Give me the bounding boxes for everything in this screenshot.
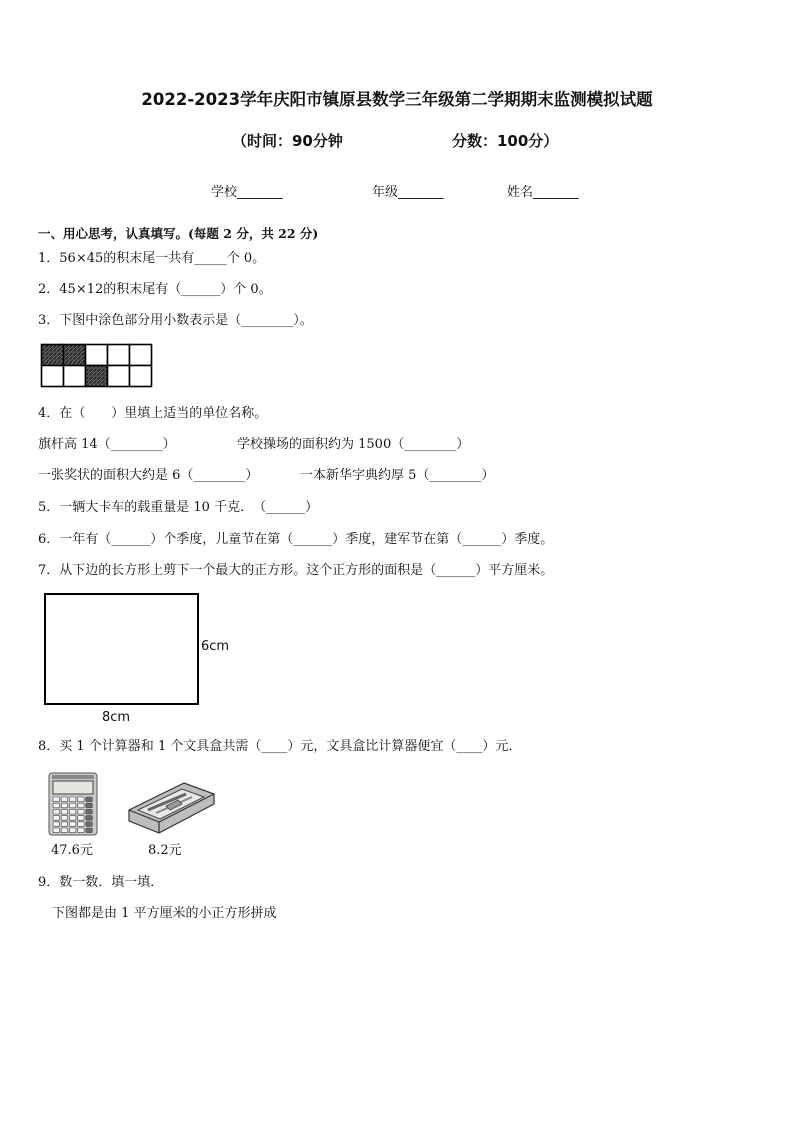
page-title: 2022-2023学年庆阳市镇原县数学三年级第二学期期末监测模拟试题 (141, 90, 653, 109)
question-4-c: 一张奖状的面积大约是 6（________） (38, 468, 259, 483)
grid-cell (86, 366, 108, 387)
grid-cell (108, 366, 130, 387)
calculator-key (69, 797, 76, 802)
calculator-key (61, 816, 67, 821)
calculator-key (86, 816, 93, 821)
calculator-key (86, 822, 93, 827)
calculator-key (78, 797, 85, 802)
calculator-key (53, 822, 60, 827)
grid-cell (42, 345, 64, 366)
rectangle-figure (44, 593, 199, 705)
question-4-d: 一本新华字典约厚 5（________） (300, 468, 495, 483)
calculator-key (53, 809, 60, 814)
calculator-price: 47.6元 (51, 843, 93, 858)
calculator-key (86, 803, 93, 808)
calculator-key (69, 828, 76, 833)
calculator-key (69, 822, 76, 827)
calculator-key (53, 803, 60, 808)
calculator-key (86, 797, 93, 802)
pencil-case-price: 8.2元 (148, 843, 182, 858)
grid-cell (108, 345, 130, 366)
grid-cell (86, 345, 108, 366)
question-1: 1．56×45的积末尾一共有_____个 0。 (38, 251, 266, 266)
pencil-case-icon (126, 780, 216, 836)
rectangle-width-label: 8cm (102, 710, 131, 725)
question-7: 7．从下边的长方形上剪下一个最大的正方形。这个正方形的面积是（______）平方厘米。 (38, 563, 554, 578)
calculator-key (86, 828, 93, 833)
calculator-key (78, 828, 85, 833)
calculator-key (78, 809, 85, 814)
name-field: 姓名_______ (507, 185, 579, 200)
calculator-key (69, 809, 76, 814)
question-9: 9．数一数．填一填． (38, 875, 164, 890)
question-5: 5．一辆大卡车的载重量是 10 千克． （______） (38, 500, 319, 515)
question-2: 2．45×12的积末尾有（______）个 0。 (38, 282, 272, 297)
calculator-key (69, 803, 76, 808)
calculator-key (53, 828, 60, 833)
calculator-key (78, 816, 85, 821)
grid-cell (42, 366, 64, 387)
question-4-a: 旗杆高 14（________） (38, 437, 176, 452)
calculator-key (61, 828, 67, 833)
calculator-key (78, 822, 85, 827)
rectangle-height-label: 6cm (201, 639, 230, 654)
calculator-key (61, 822, 67, 827)
exam-time: （时间：90分钟 (232, 132, 343, 150)
question-4: 4．在（ ）里填上适当的单位名称。 (38, 406, 268, 421)
calculator-key (69, 816, 76, 821)
calculator-key (53, 816, 60, 821)
calculator-key (61, 809, 67, 814)
calculator-key (61, 797, 67, 802)
calculator-icon (48, 772, 98, 836)
question-6: 6．一年有（______）个季度，儿童节在第（______）季度，建军节在第（______）季度。 (38, 532, 554, 547)
question-3: 3．下图中涂色部分用小数表示是（________）。 (38, 313, 313, 328)
question-8: 8．买 1 个计算器和 1 个文具盒共需（____）元，文具盒比计算器便宜（____）元． (38, 739, 522, 754)
calculator-key (53, 797, 60, 802)
grid-cell (64, 366, 86, 387)
school-field: 学校_______ (211, 185, 283, 200)
calculator-key (78, 803, 85, 808)
question-4-b: 学校操场的面积约为 1500（________） (237, 437, 470, 452)
calculator-key (86, 809, 93, 814)
grid-cell (64, 345, 86, 366)
section-heading: 一、用心思考，认真填写。(每题 2 分，共 22 分) (38, 226, 319, 241)
grade-field: 年级_______ (372, 185, 444, 200)
grid-cell (130, 366, 152, 387)
question-9-note: 下图都是由 1 平方厘米的小正方形拼成 (52, 906, 277, 921)
calculator-key (61, 803, 67, 808)
exam-score: 分数：100分） (452, 132, 559, 150)
grid-cell (130, 345, 152, 366)
shaded-grid-figure (40, 343, 154, 389)
